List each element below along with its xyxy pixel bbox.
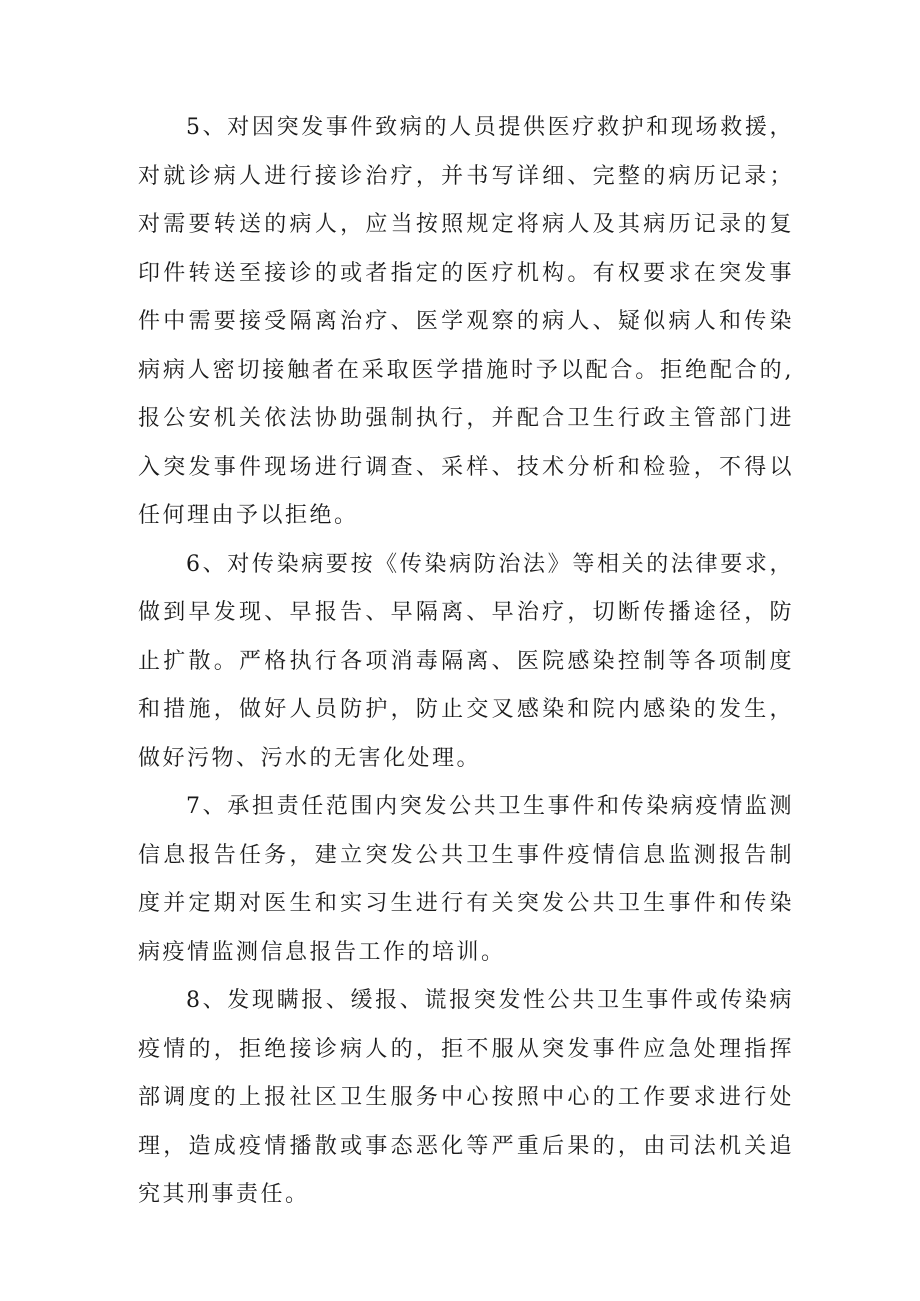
paragraph-item-7: 7、承担责任范围内突发公共卫生事件和传染病疫情监测信息报告任务，建立突发公共卫生事件疫情信息监测报告制度并定期对医生和实习生进行有关突发公共卫生事件和传染病疫情监测信息报告工作的培训。 (138, 794, 794, 965)
paragraph-item-5: 5、对因突发事件致病的人员提供医疗救护和现场救援，对就诊病人进行接诊治疗，并书写详细、完整的病历记录；对需要转送的病人，应当按照规定将病人及其病历记录的复印件转送至接诊的或者指定的医疗机构。有权要求在突发事件中需要接受隔离治疗、医学观察的病人、疑似病人和传染病病人密切接触者在采取医学措施时予以配合。拒绝配合的,报公安机关依法协助强制执行，并配合卫生行政主管部门进入突发事件现场进行调查、采样、技术分析和检验，不得以任何理由予以拒绝。 (138, 115, 794, 528)
paragraph-item-8: 8、发现瞒报、缓报、谎报突发性公共卫生事件或传染病疫情的，拒绝接诊病人的，拒不服从突发事件应急处理指挥部调度的上报社区卫生服务中心按照中心的工作要求进行处理，造成疫情播散或事态恶化等严重后果的，由司法机关追究其刑事责任。 (138, 988, 794, 1207)
paragraph-item-6: 6、对传染病要按《传染病防治法》等相关的法律要求，做到早发现、早报告、早隔离、早治疗，切断传播途径，防止扩散。严格执行各项消毒隔离、医院感染控制等各项制度和措施，做好人员防护，防止交叉感染和院内感染的发生，做好污物、污水的无害化处理。 (138, 551, 794, 771)
document-body (138, 104, 794, 1220)
